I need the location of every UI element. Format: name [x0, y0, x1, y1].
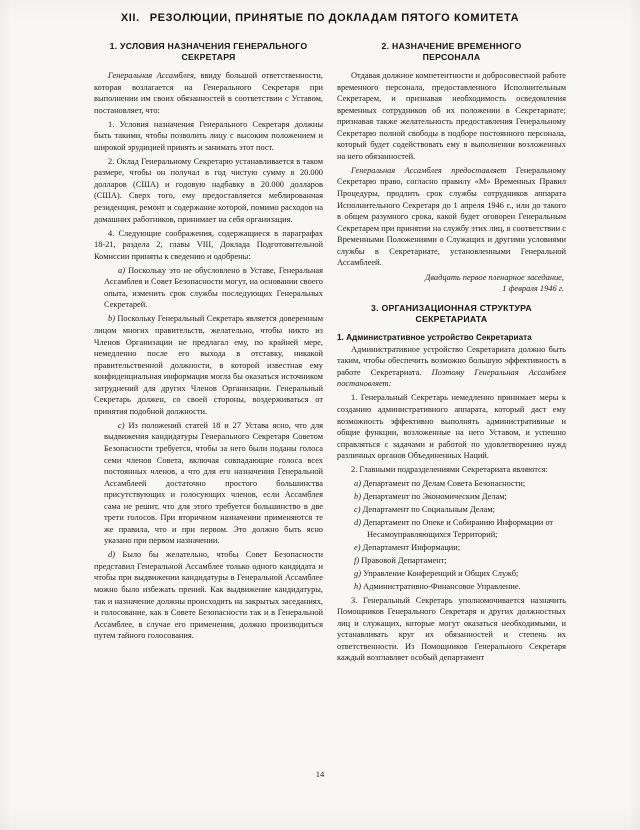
section2-heading: 2. НАЗНАЧЕНИЕ ВРЕМЕННОГО ПЕРСОНАЛА	[381, 41, 522, 62]
section2-para1: Отдавая должное компетентности и добросовестной работе временного персонала, предоставленного Исполнительным Секретарем, и признавая необходимость осведомления временных сотрудников об их положении в Секретариате; признавая также желательность предоставления Генеральному Секретарю полной свободы в подборе постоянного персонала, который будет содействовать ему в выполнении возложенных на него обязанностей.	[337, 71, 566, 161]
department-item	[337, 478, 566, 490]
section1-heading: 1. УСЛОВИЯ НАЗНАЧЕНИЯ ГЕНЕРАЛЬНОГО СЕКРЕТАРЯ	[109, 41, 308, 62]
dept-text-h: Административно-Финансовое Управление.	[360, 581, 521, 591]
dept-text-e: Департамент Информации;	[360, 542, 461, 552]
intro-lead-italic: Генеральная Ассамблея,	[108, 71, 196, 80]
two-column-body	[94, 40, 566, 664]
dept-marker-e: e)	[354, 542, 361, 552]
item-text-c: Из положений статей 18 и 27 Устава ясно, что для выдвижения кандидатуры Генерального Секретаря Советом Безопасности требуется, чтобы за него были поданы голоса семи членов Совета, включая совпадающие голоса всех постоянных членов, а что для его назначения Генеральной Ассамблеей достаточно простого большинства присутствующих и голосующих членов, если Ассамблея сама не решит, что для этого требуется большинство в две трети голосов. При вторичном назначении применяются те же правила, что и при первом. Это должно быть ясно указано при первом назначении.	[104, 420, 323, 546]
dept-text-g: Управление Конференций и Общих Служб;	[360, 568, 519, 578]
intro-rest: ввиду большой ответственности, которая возлагается на Генерального Секретаря при выполнении им своих обязанностей в соответствии с Уставом, постановляет, что:	[94, 71, 324, 115]
section3-para3: 2. Главными подразделениями Секретариата являются:	[351, 465, 548, 475]
section1-para4: 4. Следующие соображения, содержащиеся в параграфах 18-21, раздела 2, главы VIII, Доклада Подготовительной Комиссии приняты к сведению и одобрены:	[94, 228, 323, 261]
department-item	[337, 542, 566, 554]
dept-text-f: Правовой Департамент;	[359, 555, 447, 565]
section3-para1-text: Административное устройство Секретариата должно быть таким, чтобы обеспечить возможно большую эффективность в работе Секретариата.	[337, 344, 566, 377]
department-item	[337, 491, 566, 503]
left-column	[94, 40, 323, 664]
section3-subheading: 1. Административное устройство Секретариата	[337, 332, 532, 342]
resolution-rest: Генеральному Секретарю право, согласно правилу «М» Временных Правил Процедуры, продлить срок службы сотрудников аппарата Исполнительного Секретаря до 1 апреля 1946 г., или до такого в общем разумного срока, какой будет оговорен Генеральным Секретарем при принятии на службу этих лиц, в соответствии с Временными Положениями о Служащих и другими условиями службы в Секретариате, установленными Генеральной Ассамблеей.	[337, 165, 566, 268]
dept-text-d: Департамент по Опеке и Собиранию Информации от Несамоуправляющихся Территорий;	[360, 517, 554, 539]
page-number: 14	[315, 769, 325, 779]
departments-list	[337, 478, 566, 592]
dept-marker-g: g)	[354, 568, 361, 578]
section3-para1-italic: Поэтому Генеральная Ассамблея постановляет:	[337, 367, 566, 389]
section1-item-c	[94, 420, 323, 547]
item-text-d: Было бы желательно, чтобы Совет Безопасности представил Генеральной Ассамблее только одного кандидата и чтобы при выдвижении кандидатуры в Генеральной Ассамблее можно было избежать прений. Как выдвижение кандидатуры, так и назначение должны происходить на закрытых заседаниях, и голосование, как в Совете Безопасности так и в Генеральной Ассамблее, в случае его применения, должно производиться путем тайного голосования.	[94, 550, 323, 641]
dept-text-c: Департамент по Социальным Делам;	[360, 504, 495, 514]
resolution-lead-italic: Генеральная Ассамблея предоставляет	[351, 165, 507, 175]
section1-intro	[94, 70, 323, 116]
section3-heading: 3. ОРГАНИЗАЦИОННАЯ СТРУКТУРА СЕКРЕТАРИАТА	[371, 302, 532, 324]
department-item	[337, 517, 566, 540]
department-item	[337, 568, 566, 580]
plenary-meeting-note	[337, 272, 564, 294]
department-item	[337, 504, 566, 516]
department-item	[337, 555, 566, 567]
section3-para1	[337, 344, 566, 390]
section1-para2: 2. Оклад Генеральному Секретарю устанавливается в таком размере, чтобы он получал в год чистую сумму в 20.000 долларов (США) и годовую надбавку в 20.000 долларов (США). Сверх того, ему предоставляется меблированная резиденция, ремонт и содержание которой, помимо расходов на домашних работников, принимает на себя организация.	[94, 156, 323, 224]
chapter-title-text: РЕЗОЛЮЦИИ, ПРИНЯТЫЕ ПО ДОКЛАДАМ ПЯТОГО КОМИТЕТА	[149, 12, 520, 24]
item-marker-a: a)	[118, 265, 125, 275]
item-text-b: Поскольку Генеральный Секретарь является доверенным лицом многих правительств, желательно, чтобы никто из Членов Организации не предлагал ему, по крайней мере, немедленно после его выхода в отставку, никакой правительственной должности, в которой известная ему конфиденциальная информация могла бы оказаться источником затруднений для других Членов Организации. Генеральный Секретарь должен, со своей стороны, воздерживаться от принятия подобной должности.	[94, 314, 323, 416]
section1-para1: 1. Условия назначения Генерального Секретаря должны быть такими, чтобы позволить лицу с высоким положением и широкой эрудицией принять и занимать этот пост.	[94, 119, 323, 152]
dept-text-b: Департамент по Экономическим Делам;	[360, 491, 507, 501]
dept-marker-f: f)	[354, 555, 360, 565]
section2-para2	[337, 165, 566, 269]
department-item	[337, 581, 566, 593]
item-marker-b: b)	[108, 314, 115, 324]
item-marker-d: d)	[108, 550, 115, 560]
section1-item-b	[94, 313, 323, 417]
right-column	[337, 40, 566, 664]
plenary-line1: Двадцать первое пленарное заседание,	[425, 272, 564, 282]
section1-item-a	[94, 265, 323, 311]
section3-para4: 3. Генеральный Секретарь уполномочивается назначить Помощников Генерального Секретаря и других должностных лиц и служащих, которые могут оказаться необходимыми, и устанавливать круг их обязанностей и степень их ответственности. Из Помощников Генерального Секретаря каждый возглавляет особый департамент	[337, 595, 566, 663]
section1-item-d	[94, 549, 323, 641]
item-text-a: Поскольку это не обусловлено в Уставе, Генеральная Ассамблея и Совет Безопасности могут, на основании своего опыта, изменить срок службы последующих Генеральных Секретарей.	[104, 265, 323, 310]
section3-para2: 1. Генеральный Секретарь немедленно принимает меры к созданию административного аппарата, который даст ему возможность эффективно выполнять административные и общие функции, возложенные на него Уставом, и успешно справляться с задачами и работой по удовлетворению нужд различных органов Объединенных Наций.	[337, 393, 566, 461]
dept-marker-a: a)	[354, 478, 361, 488]
item-marker-c: c)	[118, 420, 125, 430]
plenary-date: 1 февраля 1946 г.	[502, 283, 564, 293]
dept-marker-h: h)	[354, 581, 361, 591]
dept-marker-d: d)	[354, 517, 361, 527]
dept-text-a: Департамент по Делам Совета Безопасности;	[360, 478, 526, 488]
dept-marker-c: c)	[354, 504, 361, 514]
document-title	[0, 12, 640, 24]
dept-marker-b: b)	[354, 491, 361, 501]
chapter-number: XII.	[120, 12, 140, 24]
